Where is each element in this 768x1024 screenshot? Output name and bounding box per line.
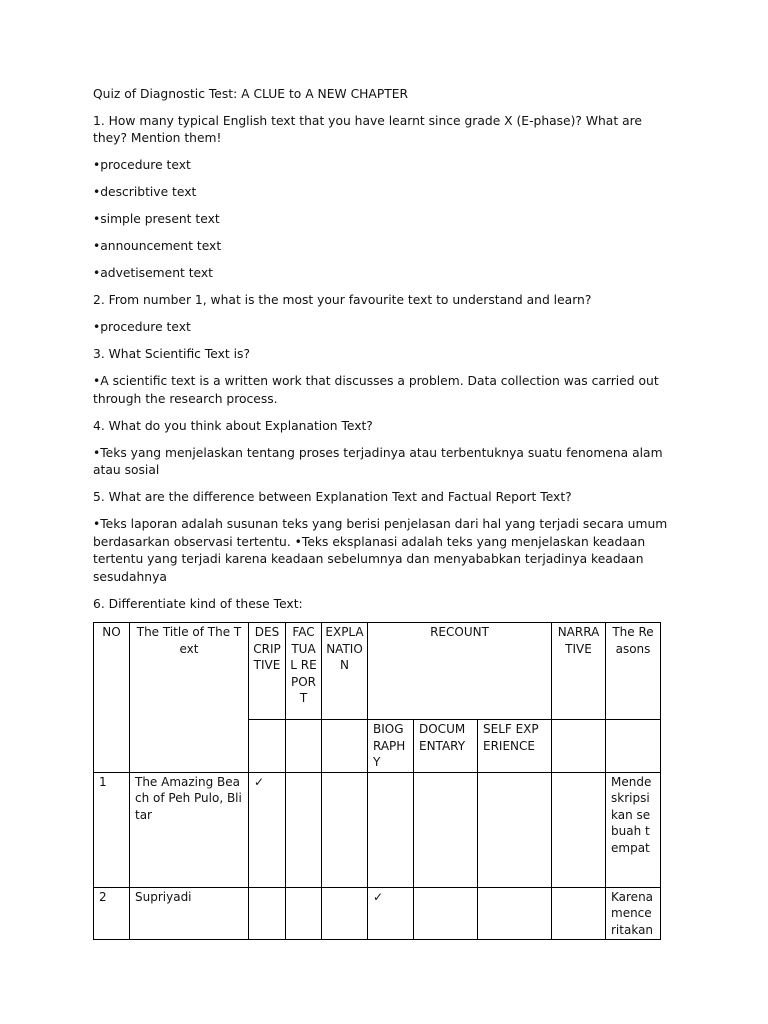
question-2: 2. From number 1, what is the most your favourite text to understand and learn? bbox=[93, 293, 592, 307]
row-reason: Karena menceritakan bbox=[606, 887, 661, 940]
header-no: NO bbox=[94, 623, 130, 773]
document-title: Quiz of Diagnostic Test: A CLUE to A NEW CHAPTER bbox=[93, 87, 409, 101]
empty-cell bbox=[552, 887, 606, 940]
question-3: 3. What Scientific Text is? bbox=[93, 347, 250, 361]
empty-cell bbox=[249, 720, 286, 773]
empty-cell bbox=[414, 772, 478, 887]
header-narrative: NARRATIVE bbox=[552, 623, 606, 720]
document-page bbox=[93, 86, 678, 940]
subheader-documentary: DOCUMENTARY bbox=[414, 720, 478, 773]
subheader-biography: BIOGRAPHY bbox=[368, 720, 414, 773]
question-5: 5. What are the difference between Explanation Text and Factual Report Text? bbox=[93, 490, 572, 504]
empty-cell bbox=[286, 887, 322, 940]
row-biography-check bbox=[368, 772, 414, 887]
empty-cell bbox=[478, 772, 552, 887]
table-row bbox=[94, 887, 661, 940]
empty-cell bbox=[322, 720, 368, 773]
subheader-self-experience: SELF EXPERIENCE bbox=[478, 720, 552, 773]
answer-1-item: •announcement text bbox=[93, 239, 222, 253]
empty-cell bbox=[478, 887, 552, 940]
question-1: 1. How many typical English text that you have learnt since grade X (E-phase)? What are they? Mention them! bbox=[93, 113, 642, 145]
table-row bbox=[94, 772, 661, 887]
question-4: 4. What do you think about Explanation Text? bbox=[93, 418, 373, 433]
empty-cell bbox=[606, 720, 661, 773]
empty-cell bbox=[286, 720, 322, 773]
answer-1-item: •simple present text bbox=[93, 212, 220, 226]
table-header-row bbox=[94, 623, 661, 720]
row-descriptive-check bbox=[249, 887, 286, 940]
answer-2: •procedure text bbox=[93, 320, 191, 334]
empty-cell bbox=[552, 772, 606, 887]
empty-cell bbox=[322, 887, 368, 940]
row-descriptive-check: ✓ bbox=[249, 772, 286, 887]
empty-cell bbox=[414, 887, 478, 940]
row-title: The Amazing Beach of Peh Pulo, Blitar bbox=[130, 772, 249, 887]
answer-1-item: •advetisement text bbox=[93, 266, 213, 280]
header-recount: RECOUNT bbox=[368, 623, 552, 720]
answer-1-item: •describtive text bbox=[93, 185, 197, 199]
text-classification-table bbox=[93, 622, 661, 940]
row-no: 1 bbox=[94, 772, 130, 887]
answer-3: •A scientific text is a written work that discusses a problem. Data collection was carried out through the research process. bbox=[93, 374, 659, 406]
empty-cell bbox=[286, 772, 322, 887]
header-title: The Title of The Text bbox=[130, 623, 249, 773]
row-biography-check: ✓ bbox=[368, 887, 414, 940]
empty-cell bbox=[322, 772, 368, 887]
question-6: 6. Differentiate kind of these Text: bbox=[93, 596, 303, 611]
answer-4: •Teks yang menjelaskan tentang proses terjadinya atau terbentuknya suatu fenomena alam atau sosial bbox=[93, 445, 663, 477]
header-explanation: EXPLANATION bbox=[322, 623, 368, 720]
answer-5: •Teks laporan adalah susunan teks yang berisi penjelasan dari hal yang terjadi secara umum berdasarkan observasi tertentu. •Teks eksplanasi adalah teks yang menjelaskan keadaan tertentu yang terjadi karena keadaan sebelumnya dan menyababkan terjadinya keadaan sesudahnya bbox=[93, 517, 668, 584]
header-descriptive: DESCRIPTIVE bbox=[249, 623, 286, 720]
header-factual-report: FACTUAL REPORT bbox=[286, 623, 322, 720]
empty-cell bbox=[552, 720, 606, 773]
row-reason: Mendeskripsikan sebuah tempat bbox=[606, 772, 661, 887]
row-title: Supriyadi bbox=[130, 887, 249, 940]
answer-1-item: •procedure text bbox=[93, 158, 191, 172]
header-reasons: The Reasons bbox=[606, 623, 661, 720]
row-no: 2 bbox=[94, 887, 130, 940]
